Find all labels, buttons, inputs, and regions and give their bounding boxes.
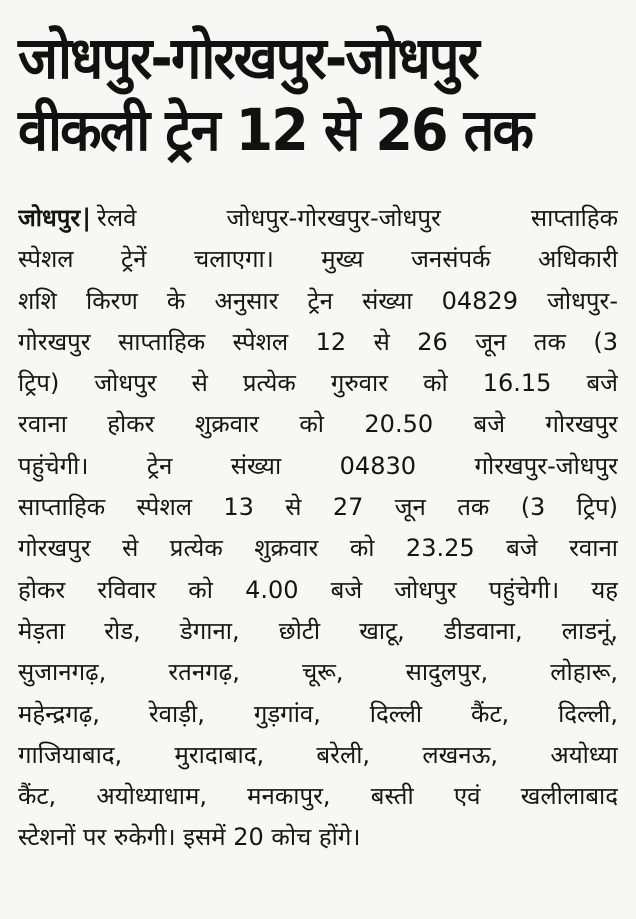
article-line: पहुंचेगी। ट्रेन संख्या 04830 गोरखपुर-जोधपुर	[18, 451, 618, 480]
article-body	[18, 198, 618, 859]
article-line: सुजानगढ़, रतनगढ़, चूरू, सादुलपुर, लोहारू,	[18, 658, 618, 687]
headline-line-1: जोधपुर-गोरखपुर-जोधपुर	[18, 24, 478, 92]
article-line: स्पेशल ट्रेनें चलाएगा। मुख्य जनसंपर्क अधिकारी	[18, 245, 618, 274]
dateline-separator: |	[82, 204, 91, 232]
article-line: रवाना होकर शुक्रवार को 20.50 बजे गोरखपुर	[18, 410, 618, 439]
article-line: शशि किरण के अनुसार ट्रेन संख्या 04829 जोधपुर-	[18, 286, 618, 315]
article-line: कैंट, अयोध्याधाम, मनकापुर, बस्ती एवं खलीलाबाद	[18, 782, 618, 811]
article-line: गोरखपुर साप्ताहिक स्पेशल 12 से 26 जून तक (3	[18, 327, 618, 356]
headline	[18, 22, 582, 166]
article-line: गोरखपुर से प्रत्येक शुक्रवार को 23.25 बजे रवाना	[18, 534, 618, 563]
article-line: मेड़ता रोड, डेगाना, छोटी खाटू, डीडवाना, लाडनूं,	[18, 616, 618, 645]
dateline: जोधपुर	[18, 204, 81, 232]
article-line	[18, 198, 618, 239]
article-line-text: रेलवे जोधपुर-गोरखपुर-जोधपुर साप्ताहिक	[97, 204, 618, 232]
article-line: गाजियाबाद, मुरादाबाद, बरेली, लखनऊ, अयोध्या	[18, 740, 618, 769]
article-line: ट्रिप) जोधपुर से प्रत्येक गुरुवार को 16.15 बजे	[18, 369, 618, 398]
article-line: होकर रविवार को 4.00 बजे जोधपुर पहुंचेगी। यह	[18, 575, 618, 604]
headline-line-2: वीकली ट्रेन 12 से 26 तक	[18, 96, 533, 164]
article-line: महेन्द्रगढ़, रेवाड़ी, गुड़गांव, दिल्ली कैंट, दिल्ली,	[18, 699, 618, 728]
article-line: स्टेशनों पर रुकेगी। इसमें 20 कोच होंगे।	[18, 823, 361, 852]
article-line: साप्ताहिक स्पेशल 13 से 27 जून तक (3 ट्रिप)	[18, 493, 618, 522]
